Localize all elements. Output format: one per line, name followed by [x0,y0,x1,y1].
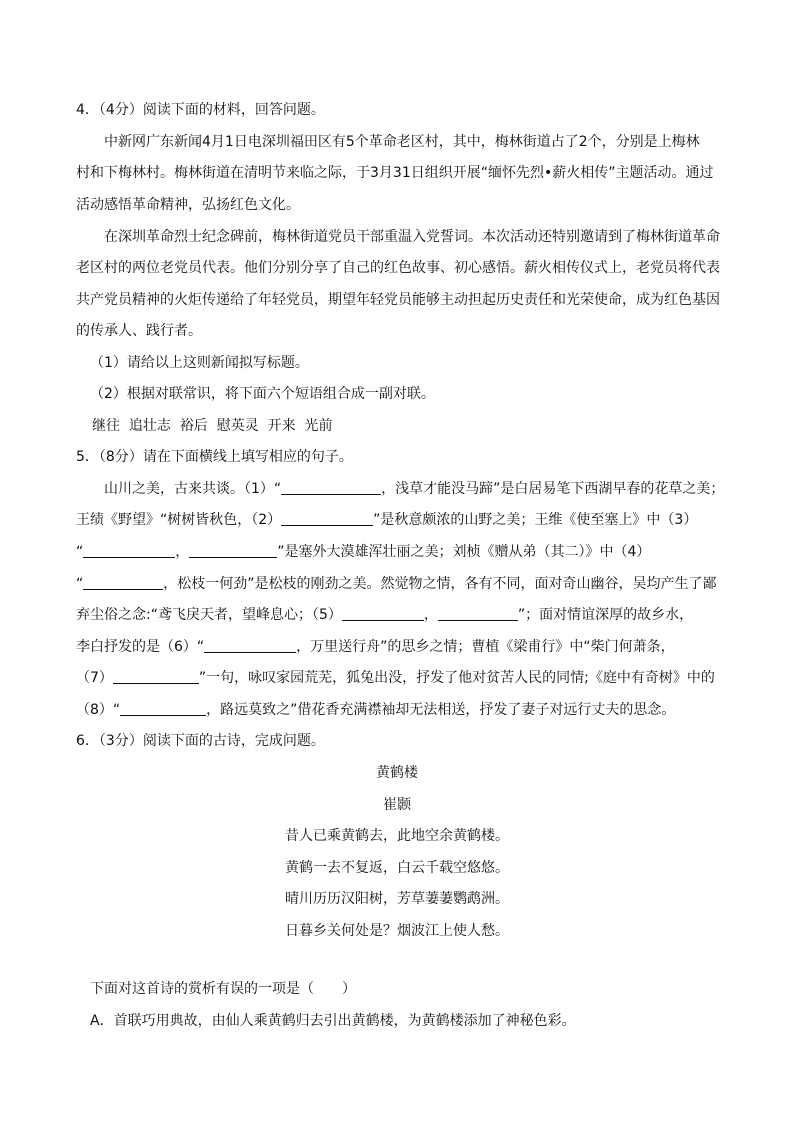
q4-paragraph-1-line: 活动感悟革命精神，弘扬红色文化。 [76,197,300,213]
q4-subquestion-2: （2）根据对联常识，将下面六个短语组合成一副对联。 [90,386,435,402]
poem-title: 黄鹤楼 [376,765,418,781]
answer-blank-5b[interactable] [438,606,518,621]
answer-blank-1[interactable] [281,480,381,495]
q4-paragraph-1-line: 中新网广东新闻4月1日电深圳福田区有5个革命老区村，其中，梅林街道占了2个，分别是上梅林 [104,134,700,150]
q5-line: 李白抒发的是（6）“ ，万里送行舟”的思乡之情；曹植《梁甫行》中“柴门何萧条， [76,639,675,655]
q4-paragraph-2-line: 在深圳革命烈士纪念碑前，梅林街道党员干部重温入党誓词。本次活动还特别邀请到了梅林街道革命 [104,229,720,245]
answer-blank-3a[interactable] [83,543,175,558]
poem-line: 黄鹤一去不复返，白云千载空悠悠。 [285,860,509,876]
q5-line: 山川之美，古来共谈。（1）“ ，浅草才能没马蹄”是白居易笔下西湖早春的花草之美； [104,481,725,497]
answer-blank-8[interactable] [120,701,206,716]
q6-question: 下面对这首诗的赏析有误的一项是（ ） [90,981,356,997]
answer-blank-5a[interactable] [342,606,424,621]
answer-blank-4[interactable] [83,575,163,590]
poem-line: 晴川历历汉阳树，芳草萋萋鹦鹉洲。 [285,891,509,907]
answer-blank-6[interactable] [204,638,296,653]
q4-paragraph-2-line: 老区村的两位老党员代表。他们分别分享了自己的红色故事、初心感悟。薪火相传仪式上，老党员将代表 [76,260,720,276]
q5-line: “ ， ”是塞外大漠雄浑壮丽之美；刘桢《赠从弟（其二）》中（4） [76,544,651,560]
q5-line: 王绩《野望》“树树皆秋色，（2） ”是秋意颇浓的山野之美；王维《使至塞上》中（3） [76,512,698,528]
q4-paragraph-2-line: 共产党员精神的火炬传递给了年轻党员，期望年轻党员能够主动担起历史责任和光荣使命，成为红色基因 [76,292,720,308]
q5-line: （8）“ ，路远莫致之”借花香充满襟袖却无法相送，抒发了妻子对远行丈夫的思念。 [76,702,676,718]
q4-paragraph-1-line: 村和下梅林村。梅林街道在清明节来临之际，于3月31日组织开展“缅怀先烈•薪火相传”主题活动。通过 [76,165,714,181]
q4-heading: 4．（4分）阅读下面的材料，回答问题。 [76,102,325,118]
q4-phrase-list: 继往 追壮志 裕后 慰英灵 开来 光前 [92,418,333,434]
q6-heading: 6．（3分）阅读下面的古诗，完成问题。 [76,733,325,749]
q5-heading: 5．（8分）请在下面横线上填写相应的句子。 [76,449,353,465]
answer-blank-3b[interactable] [189,543,277,558]
poem-author: 崔颢 [383,797,411,813]
q4-paragraph-2-line: 的传承人、践行者。 [76,323,202,339]
answer-blank-7[interactable] [113,669,199,684]
answer-blank-2[interactable] [281,511,373,526]
poem-line: 昔人已乘黄鹤去，此地空余黄鹤楼。 [285,828,509,844]
q6-option-a[interactable]: A．首联巧用典故，由仙人乘黄鹤归去引出黄鹤楼，为黄鹤楼添加了神秘色彩。 [90,1013,576,1029]
q5-line: （7） ”一句，咏叹家园荒芜，狐兔出没，抒发了他对贫苦人民的同情;《庭中有奇树》中的 [76,670,715,686]
poem-line: 日暮乡关何处是？烟波江上使人愁。 [285,923,509,939]
q5-line: “ ，松枝一何劲”是松枝的刚劲之美。然觉物之情，各有不同，面对奇山幽谷，吴均产生了鄙 [76,576,717,592]
q4-subquestion-1: （1）请给以上这则新闻拟写标题。 [90,355,309,371]
q5-line: 弃尘俗之念:“鸢飞戾天者，望峰息心；（5） ， ”；面对情谊深厚的故乡水， [76,607,694,623]
